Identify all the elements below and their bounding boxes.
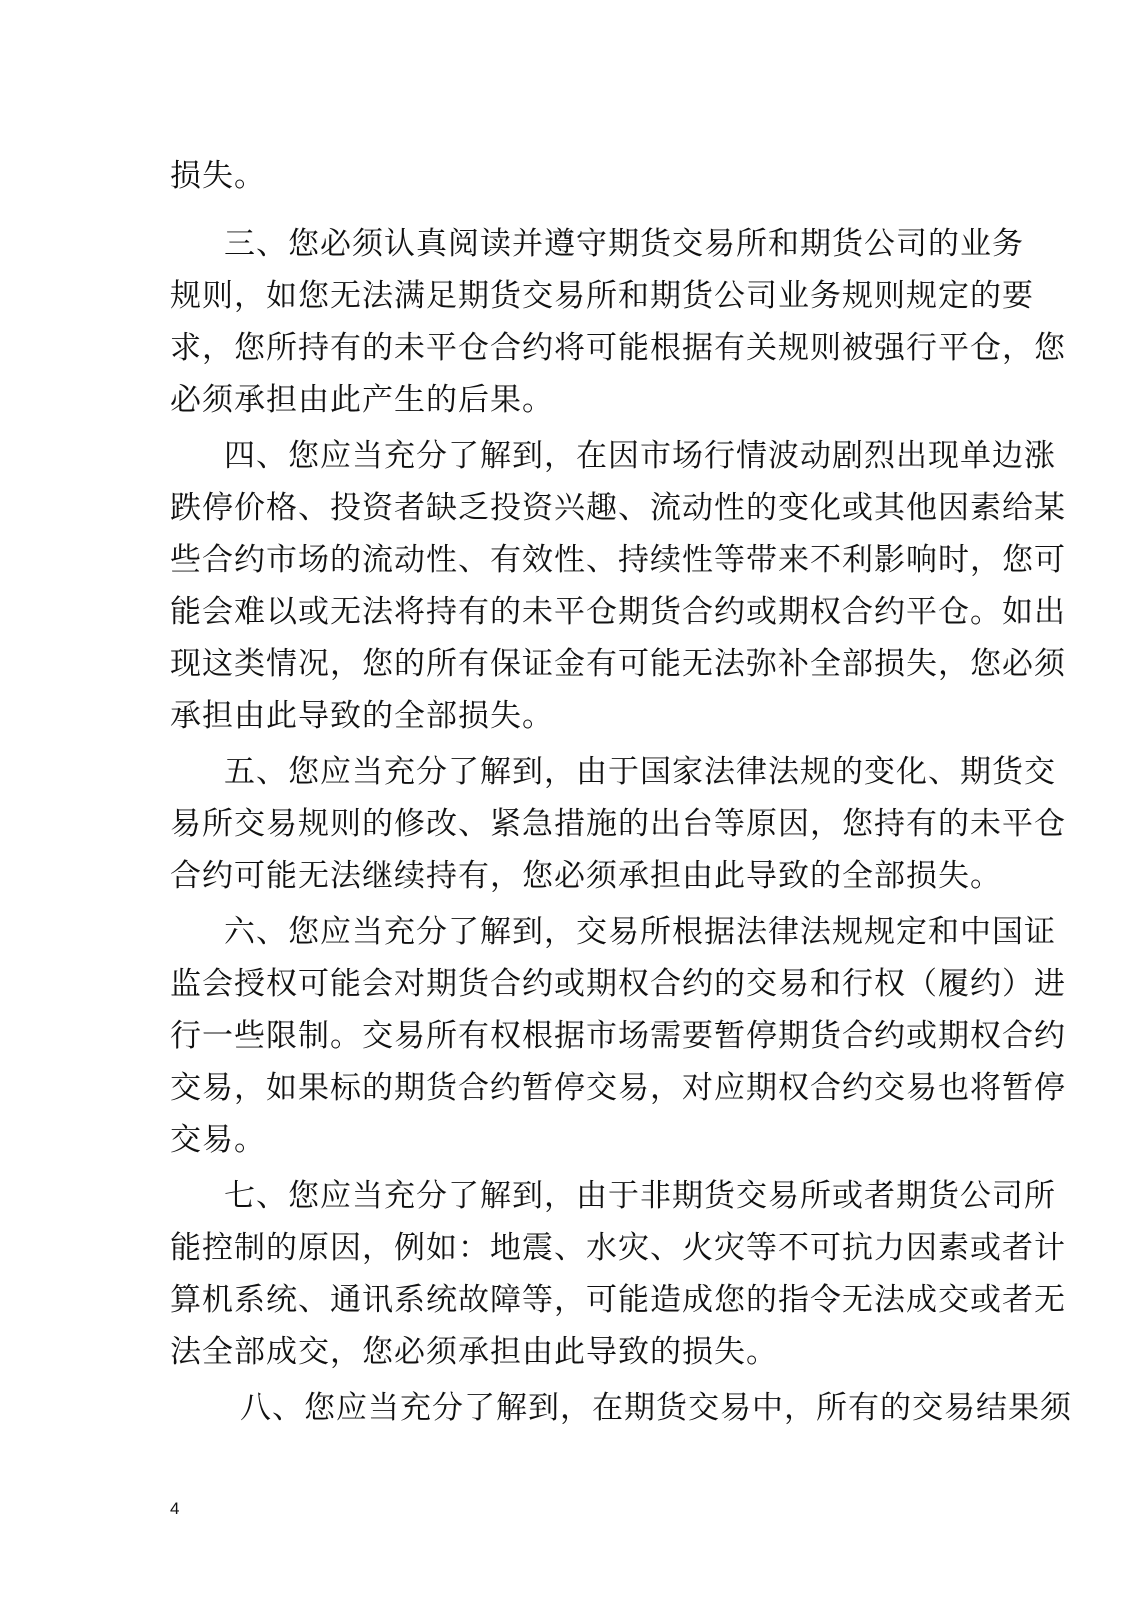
paragraph-5-line: 五、您应当充分了解到，由于国家法律法规的变化、期货交: [224, 754, 1056, 790]
text-line: 能会难以或无法将持有的未平仓期货合约或期权合约平仓。如出: [170, 594, 1066, 630]
text-line: 交易。: [170, 1122, 266, 1158]
paragraph-4-line: 四、您应当充分了解到，在因市场行情波动剧烈出现单边涨: [224, 438, 1056, 474]
paragraph-6-line: 六、您应当充分了解到，交易所根据法律法规规定和中国证: [224, 914, 1056, 950]
text-line: 易所交易规则的修改、紧急措施的出台等原因，您持有的未平仓: [170, 806, 1066, 842]
text-line: 规则，如您无法满足期货交易所和期货公司业务规则规定的要: [170, 278, 1034, 314]
text-line: 法全部成交，您必须承担由此导致的损失。: [170, 1334, 778, 1370]
text-line: 求，您所持有的未平仓合约将可能根据有关规则被强行平仓，您: [170, 330, 1066, 366]
text-line: 必须承担由此产生的后果。: [170, 382, 554, 418]
text-line: 交易，如果标的期货合约暂停交易，对应期权合约交易也将暂停: [170, 1070, 1066, 1106]
text-line: 损失。: [170, 158, 266, 194]
text-line: 合约可能无法继续持有，您必须承担由此导致的全部损失。: [170, 858, 1002, 894]
paragraph-3-line: 三、您必须认真阅读并遵守期货交易所和期货公司的业务: [224, 226, 1024, 262]
text-line: 能控制的原因，例如：地震、水灾、火灾等不可抗力因素或者计: [170, 1230, 1066, 1266]
paragraph-8-line: 八、您应当充分了解到，在期货交易中，所有的交易结果须: [240, 1390, 1072, 1426]
page-number: 4: [170, 1499, 180, 1518]
text-line: 现这类情况，您的所有保证金有可能无法弥补全部损失，您必须: [170, 646, 1066, 682]
text-line: 行一些限制。交易所有权根据市场需要暂停期货合约或期权合约: [170, 1018, 1066, 1054]
paragraph-7-line: 七、您应当充分了解到，由于非期货交易所或者期货公司所: [224, 1178, 1056, 1214]
text-line: 些合约市场的流动性、有效性、持续性等带来不利影响时，您可: [170, 542, 1066, 578]
text-line: 跌停价格、投资者缺乏投资兴趣、流动性的变化或其他因素给某: [170, 490, 1066, 526]
text-line: 算机系统、通讯系统故障等，可能造成您的指令无法成交或者无: [170, 1282, 1066, 1318]
text-line: 监会授权可能会对期货合约或期权合约的交易和行权（履约）进: [170, 966, 1066, 1002]
text-line: 承担由此导致的全部损失。: [170, 698, 554, 734]
